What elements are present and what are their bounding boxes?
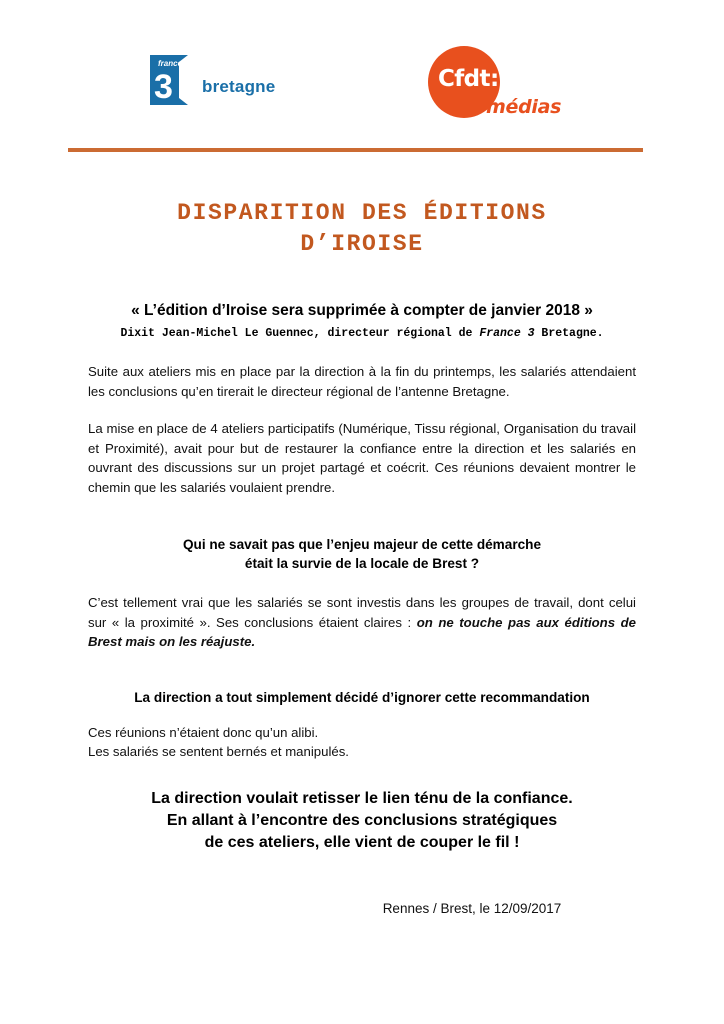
spacer	[88, 515, 636, 535]
document-body	[88, 300, 636, 854]
svg-text:france: france	[158, 59, 183, 68]
document-header	[0, 0, 724, 140]
paragraph-3	[88, 593, 636, 652]
question-heading-line1: Qui ne savait pas que l’enjeu majeur de cette démarche	[182, 537, 542, 552]
france3-logo-icon	[148, 53, 192, 107]
signature-location-date: Rennes / Brest, le 12/09/2017	[382, 901, 562, 916]
page-title	[0, 198, 724, 260]
closing-line2: En allant à l’encontre des conclusions stratégiques	[166, 811, 558, 829]
paragraph-3-emphasis: on ne touche pas aux éditions de Brest mais on les réajuste.	[88, 614, 636, 649]
closing-statement	[88, 788, 636, 854]
question-heading-line2: était la survie de la locale de Brest ?	[244, 556, 480, 571]
france3-bretagne-logo	[148, 52, 275, 108]
page-title-line2: D’IROISE	[300, 231, 424, 257]
header-divider-rule	[68, 148, 643, 152]
paragraph-4	[88, 723, 636, 762]
france3-region-label: bretagne	[202, 76, 276, 96]
spacer	[88, 762, 636, 788]
statement-heading: La direction a tout simplement décidé d’ignorer cette recommandation	[134, 689, 590, 705]
quote-attribution	[88, 326, 636, 342]
closing-line1: La direction voulait retisser le lien ténu de la confiance.	[151, 789, 573, 807]
pull-quote: « L’édition d’Iroise sera supprimée à compter de janvier 2018 »	[131, 302, 593, 319]
attribution-text-after: Bretagne.	[534, 327, 604, 340]
paragraph-1: Suite aux ateliers mis en place par la direction à la fin du printemps, les salariés attendaient les conclusions qu’en tirerait le directeur régional de l’antenne Bretagne.	[88, 364, 636, 399]
attribution-text-before: Dixit Jean-Michel Le Guennec, directeur régional de	[120, 327, 480, 340]
paragraph-2: La mise en place de 4 ateliers participatifs (Numérique, Tissu régional, Organisation du travail et Proximité), avait pour but de restaurer la confiance entre la direction et les salariés en ouvrant des discussions sur un projet partagé et coécrit. Ces réunions devaient montrer le chemin que les salariés voulaient prendre.	[88, 421, 636, 495]
paragraph-4-line2: Les salariés se sentent bernés et manipulés.	[88, 744, 349, 759]
spacer	[88, 573, 636, 593]
closing-line3: de ces ateliers, elle vient de couper le fil !	[204, 833, 520, 851]
cfdt-medias-logo	[428, 46, 568, 124]
cfdt-logo-sector: médias	[486, 96, 562, 118]
question-heading	[88, 535, 636, 573]
cfdt-logo-name: Cfdt:	[438, 66, 499, 92]
svg-text:3: 3	[154, 68, 173, 106]
attribution-channel-italic: France 3	[479, 327, 535, 340]
spacer	[88, 707, 636, 723]
paragraph-4-line1: Ces réunions n’étaient donc qu’un alibi.	[88, 724, 319, 740]
paragraph-3-text: C’est tellement vrai que les salariés se sont investis dans les groupes de travail, dont celui sur « la proximité ». Ses conclusions étaient claires :	[88, 595, 636, 630]
spacer	[88, 670, 636, 688]
page-title-line1: DISPARITION DES ÉDITIONS	[177, 200, 547, 226]
